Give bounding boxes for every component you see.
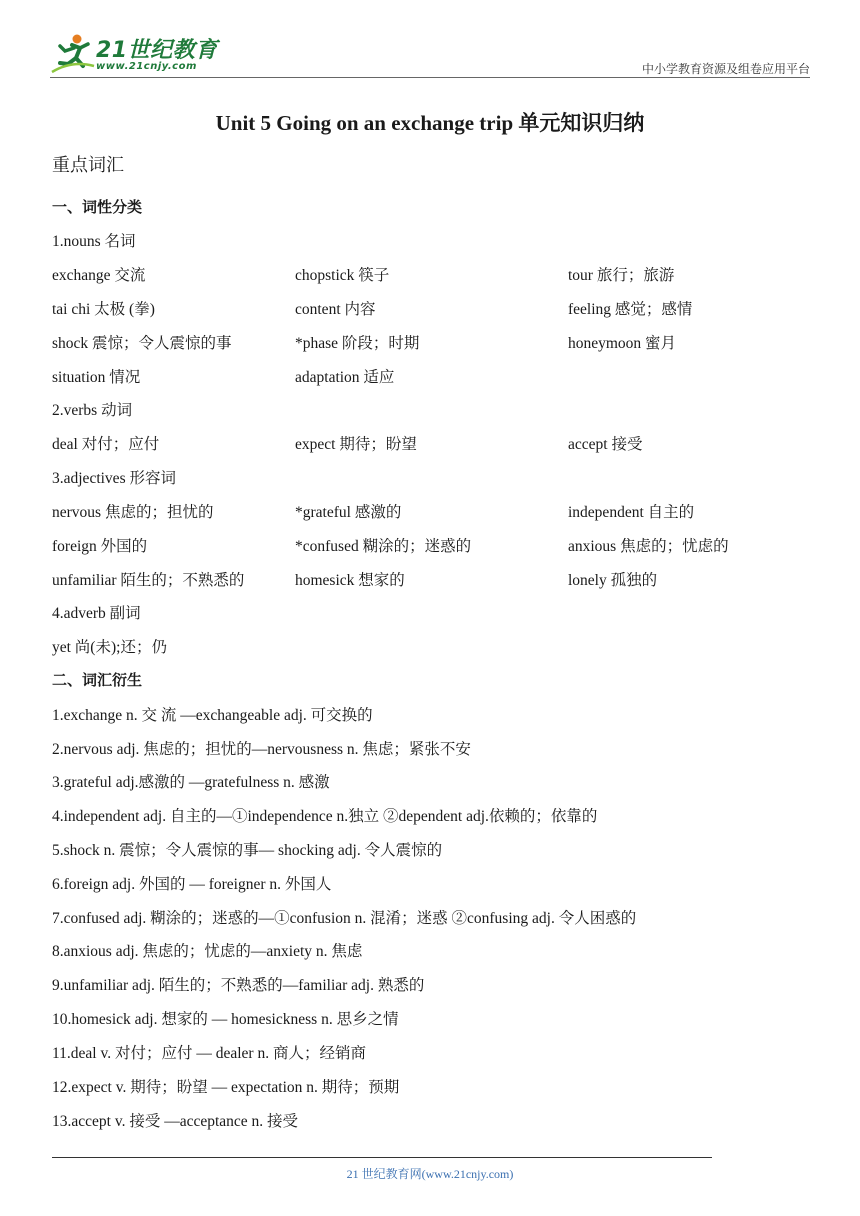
subsection-heading-derivation: 二、词汇衍生 [52,671,143,689]
derivation-item: 11.deal v. 对付；应付 — dealer n. 商人；经销商 [52,1045,366,1062]
logo-text: 21世纪教育 [96,38,218,63]
derivation-item: 12.expect v. 期待；盼望 — expectation n. 期待；预期 [52,1079,400,1096]
site-logo[interactable] [50,28,220,78]
adverb-label: 4.adverb 副词 [52,605,141,622]
derivation-item: 13.accept v. 接受 —acceptance n. 接受 [52,1113,299,1130]
derivation-item: 6.foreign adj. 外国的 — foreigner n. 外国人 [52,876,332,893]
vocab-cell: *confused 糊涂的；迷惑的 [295,538,472,555]
adverb-entry: yet 尚(未);还；仍 [52,639,167,656]
derivation-item: 1.exchange n. 交 流 —exchangeable adj. 可交换的 [52,707,373,724]
vocab-cell: feeling 感觉；感情 [568,301,693,318]
derivation-item: 3.grateful adj.感激的 —gratefulness n. 感激 [52,774,330,791]
subsection-heading-classification: 一、词性分类 [52,198,143,216]
logo-url: www.21cnjy.com [96,61,197,72]
vocab-cell: unfamiliar 陌生的；不熟悉的 [52,572,245,589]
footer-divider [52,1157,712,1158]
vocab-cell: content 内容 [295,301,376,318]
vocab-cell: lonely 孤独的 [568,572,658,589]
derivation-item: 2.nervous adj. 焦虑的；担忧的—nervousness n. 焦虑；紧张不安 [52,741,471,758]
vocab-cell: homesick 想家的 [295,572,405,589]
vocab-cell: deal 对付；应付 [52,436,160,453]
page-header [50,28,810,78]
page-title: Unit 5 Going on an exchange trip 单元知识归纳 [215,111,645,135]
vocab-cell: honeymoon 蜜月 [568,335,677,352]
header-divider [50,77,810,78]
derivation-item: 7.confused adj. 糊涂的；迷惑的—①confusion n. 混淆；迷惑 ②confusing adj. 令人困惑的 [52,910,637,927]
vocab-cell: exchange 交流 [52,267,146,284]
section-heading-vocab: 重点词汇 [52,155,124,176]
vocab-cell: tour 旅行；旅游 [568,267,675,284]
vocab-cell: adaptation 适应 [295,369,395,386]
derivation-item: 4.independent adj. 自主的—①independence n.独立 ②dependent adj.依赖的；依靠的 [52,808,598,825]
derivation-item: 5.shock n. 震惊；令人震惊的事— shocking adj. 令人震惊的 [52,842,443,859]
vocab-cell: anxious 焦虑的；忧虑的 [568,538,729,555]
vocab-cell: independent 自主的 [568,504,695,521]
platform-name: 中小学教育资源及组卷应用平台 [641,62,810,76]
runner-logo-icon [50,30,96,76]
nouns-label: 1.nouns 名词 [52,233,136,250]
vocab-cell: foreign 外国的 [52,538,148,555]
vocab-cell: expect 期待；盼望 [295,436,417,453]
vocab-cell: shock 震惊；令人震惊的事 [52,335,232,352]
derivation-item: 9.unfamiliar adj. 陌生的；不熟悉的—familiar adj. 熟悉的 [52,977,425,994]
footer-link[interactable]: 21 世纪教育网(www.21cnjy.com) [346,1167,514,1181]
vocab-cell: situation 情况 [52,369,141,386]
vocab-cell: chopstick 筷子 [295,267,390,284]
vocab-cell: accept 接受 [568,436,643,453]
derivation-item: 10.homesick adj. 想家的 — homesickness n. 思乡之情 [52,1011,399,1028]
vocab-cell: *phase 阶段；时期 [295,335,420,352]
vocab-cell: nervous 焦虑的；担忧的 [52,504,214,521]
derivation-item: 8.anxious adj. 焦虑的；忧虑的—anxiety n. 焦虑 [52,943,363,960]
vocab-cell: *grateful 感激的 [295,504,402,521]
adjectives-label: 3.adjectives 形容词 [52,470,176,487]
vocab-cell: tai chi 太极 (拳) [52,301,155,318]
verbs-label: 2.verbs 动词 [52,402,133,419]
